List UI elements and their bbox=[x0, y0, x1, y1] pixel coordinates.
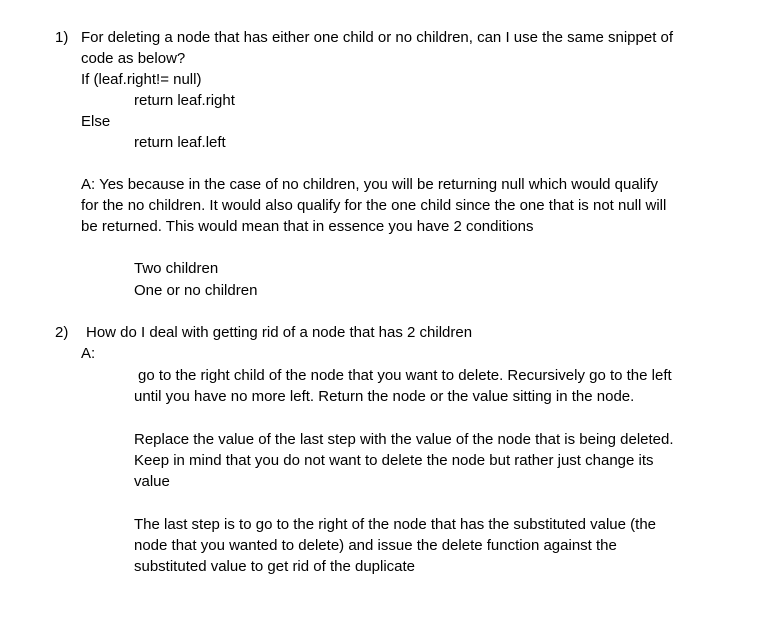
q2-step-3-line-2: node that you wanted to delete) and issue the delete function against the bbox=[134, 537, 617, 554]
q1-answer-line-2: for the no children. It would also qualify for the one child since the one that is not null will bbox=[81, 197, 667, 214]
q1-condition-one-or-none: One or no children bbox=[134, 282, 258, 299]
q2-step-2-line-1: Replace the value of the last step with the value of the node that is being deleted. bbox=[134, 431, 674, 448]
q1-code-else: Else bbox=[81, 113, 111, 130]
q2-step-1-line-2: until you have no more left. Return the node or the value sitting in the node. bbox=[134, 388, 635, 405]
q1-question-line-2: code as below? bbox=[81, 50, 186, 67]
q2-step-2-line-3: value bbox=[134, 473, 170, 490]
q2-step-2-line-2: Keep in mind that you do not want to delete the node but rather just change its bbox=[134, 452, 654, 469]
q2-step-1-line-1: go to the right child of the node that you want to delete. Recursively go to the left bbox=[138, 367, 672, 384]
q1-answer-line-3: be returned. This would mean that in essence you have 2 conditions bbox=[81, 218, 534, 235]
q1-condition-two-children: Two children bbox=[134, 260, 219, 277]
q2-step-3-line-1: The last step is to go to the right of the node that has the substituted value (the bbox=[134, 516, 656, 533]
q2-number: 2) bbox=[55, 324, 69, 341]
q2-question: How do I deal with getting rid of a node that has 2 children bbox=[86, 324, 473, 341]
q1-code-return-right: return leaf.right bbox=[134, 92, 235, 109]
q1-code-return-left: return leaf.left bbox=[134, 134, 226, 151]
q1-answer-line-1: A: Yes because in the case of no children, you will be returning null which would qualify bbox=[81, 176, 659, 193]
q2-answer-label: A: bbox=[81, 345, 96, 362]
q1-question-line-1: For deleting a node that has either one child or no children, can I use the same snippet of bbox=[81, 29, 674, 46]
q1-number: 1) bbox=[55, 29, 69, 46]
q2-step-3-line-3: substituted value to get rid of the duplicate bbox=[134, 558, 416, 575]
q1-code-if: If (leaf.right!= null) bbox=[81, 71, 202, 88]
